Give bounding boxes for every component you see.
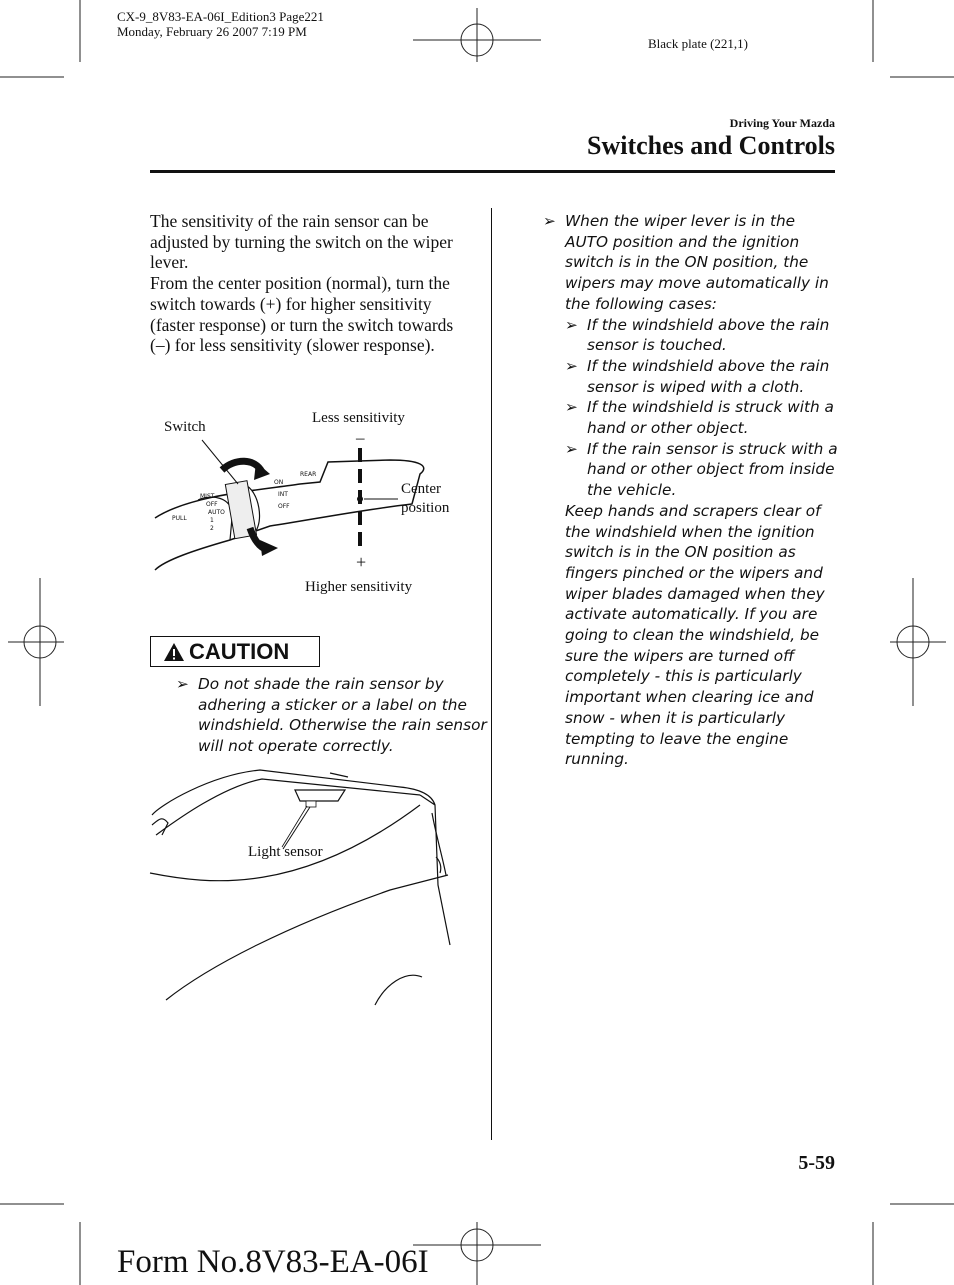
caution-bullet: [176, 674, 488, 757]
right-column-text: [543, 211, 839, 770]
form-number: Form No.8V83-EA-06I: [117, 1244, 429, 1280]
bullet-marker: ➢: [176, 675, 189, 693]
sub-bullet-text: If the windshield above the rain sensor is touched.: [587, 315, 830, 355]
lever-mark-pull: PULL: [172, 515, 187, 522]
light-sensor-label: Light sensor: [248, 844, 323, 860]
warning-triangle-icon: [163, 642, 185, 662]
sub-bullet: [565, 439, 839, 501]
registration-target-right: [890, 578, 946, 706]
lever-mark-rear: REAR: [300, 471, 317, 478]
bullet-marker: ➢: [565, 356, 578, 375]
bullet-marker: ➢: [543, 212, 556, 230]
less-sensitivity-label: Less sensitivity: [312, 410, 405, 426]
intro-text: [150, 211, 460, 356]
lever-drawing: [150, 400, 470, 600]
windshield-drawing: [150, 765, 450, 1005]
lever-mark-auto: AUTO: [208, 509, 225, 516]
lever-mark-on: ON: [274, 479, 284, 486]
warning-text: Keep hands and scrapers clear of the windshield when the ignition switch is in the ON position as fingers pinched or the wipers and wiper blades damaged when they activate automatically. If you are going to clean the windshield, be sure the wipers are turned off completely - this is particularly important when clearing ice and snow - when it is particularly tempting to leave the engine running.: [565, 501, 825, 769]
higher-sensitivity-label: Higher sensitivity: [305, 579, 413, 595]
wiper-lever-figure: [150, 400, 470, 600]
sub-bullet-text: If the windshield is struck with a hand or other object.: [587, 398, 834, 438]
section-label: Driving Your Mazda: [729, 116, 835, 130]
switch-label: Switch: [164, 419, 206, 435]
registration-target-bottom: [413, 1222, 541, 1285]
lever-mark-int: INT: [278, 491, 288, 498]
lever-mark-off2: OFF: [278, 503, 290, 510]
sub-bullet: [565, 397, 839, 438]
sub-bullet: [565, 315, 839, 356]
page-number: 5-59: [798, 1152, 835, 1174]
minus-symbol: –: [356, 428, 365, 447]
page-title: Switches and Controls: [586, 131, 835, 160]
sub-bullet: [565, 356, 839, 397]
registration-target-top: [413, 8, 541, 62]
bullet-marker: ➢: [565, 398, 578, 417]
intro-paragraph-1: The sensitivity of the rain sensor can be adjusted by turning the switch on the wiper lever.: [150, 211, 453, 273]
header-rule: [150, 170, 835, 173]
plate-label: Black plate (221,1): [648, 36, 748, 51]
sub-bullet-text: If the windshield above the rain sensor is wiped with a cloth.: [587, 356, 830, 396]
print-meta: [117, 9, 324, 39]
sub-bullet-list: [543, 315, 839, 501]
plus-symbol: +: [356, 552, 367, 572]
column-divider: [491, 208, 492, 1140]
lever-mark-off: OFF: [206, 501, 218, 508]
print-meta-line1: CX-9_8V83-EA-06I_Edition3 Page221: [117, 9, 324, 24]
registration-target-left: [8, 578, 64, 706]
main-bullet-text: When the wiper lever is in the AUTO position and the ignition switch is in the ON position, the wipers may move automatically in the following cases:: [565, 212, 829, 313]
main-bullet: [543, 211, 839, 315]
center-label-1: Center: [401, 481, 441, 497]
print-meta-line2: Monday, February 26 2007 7:19 PM: [117, 24, 307, 39]
windshield-figure: [150, 765, 450, 1005]
lever-mark-2: 2: [210, 525, 214, 532]
caution-box: [150, 636, 320, 667]
lever-mark-mist: MIST: [200, 493, 215, 500]
intro-paragraph-2: From the center position (normal), turn the switch towards (+) for higher sensitivity (faster response) or turn the switch towards (–) for less sensitivity (slower response).: [150, 273, 454, 356]
caution-bullet-text: Do not shade the rain sensor by adhering a sticker or a label on the windshield. Otherwise the rain sensor will not operate correctly.: [198, 675, 487, 756]
bullet-marker: ➢: [565, 439, 578, 458]
lever-mark-1: 1: [210, 517, 214, 524]
bullet-marker: ➢: [565, 315, 578, 334]
sub-bullet-text: If the rain sensor is struck with a hand or other object from inside the vehicle.: [587, 439, 838, 500]
center-label-2: position: [401, 500, 450, 516]
caution-label: CAUTION: [189, 639, 290, 664]
